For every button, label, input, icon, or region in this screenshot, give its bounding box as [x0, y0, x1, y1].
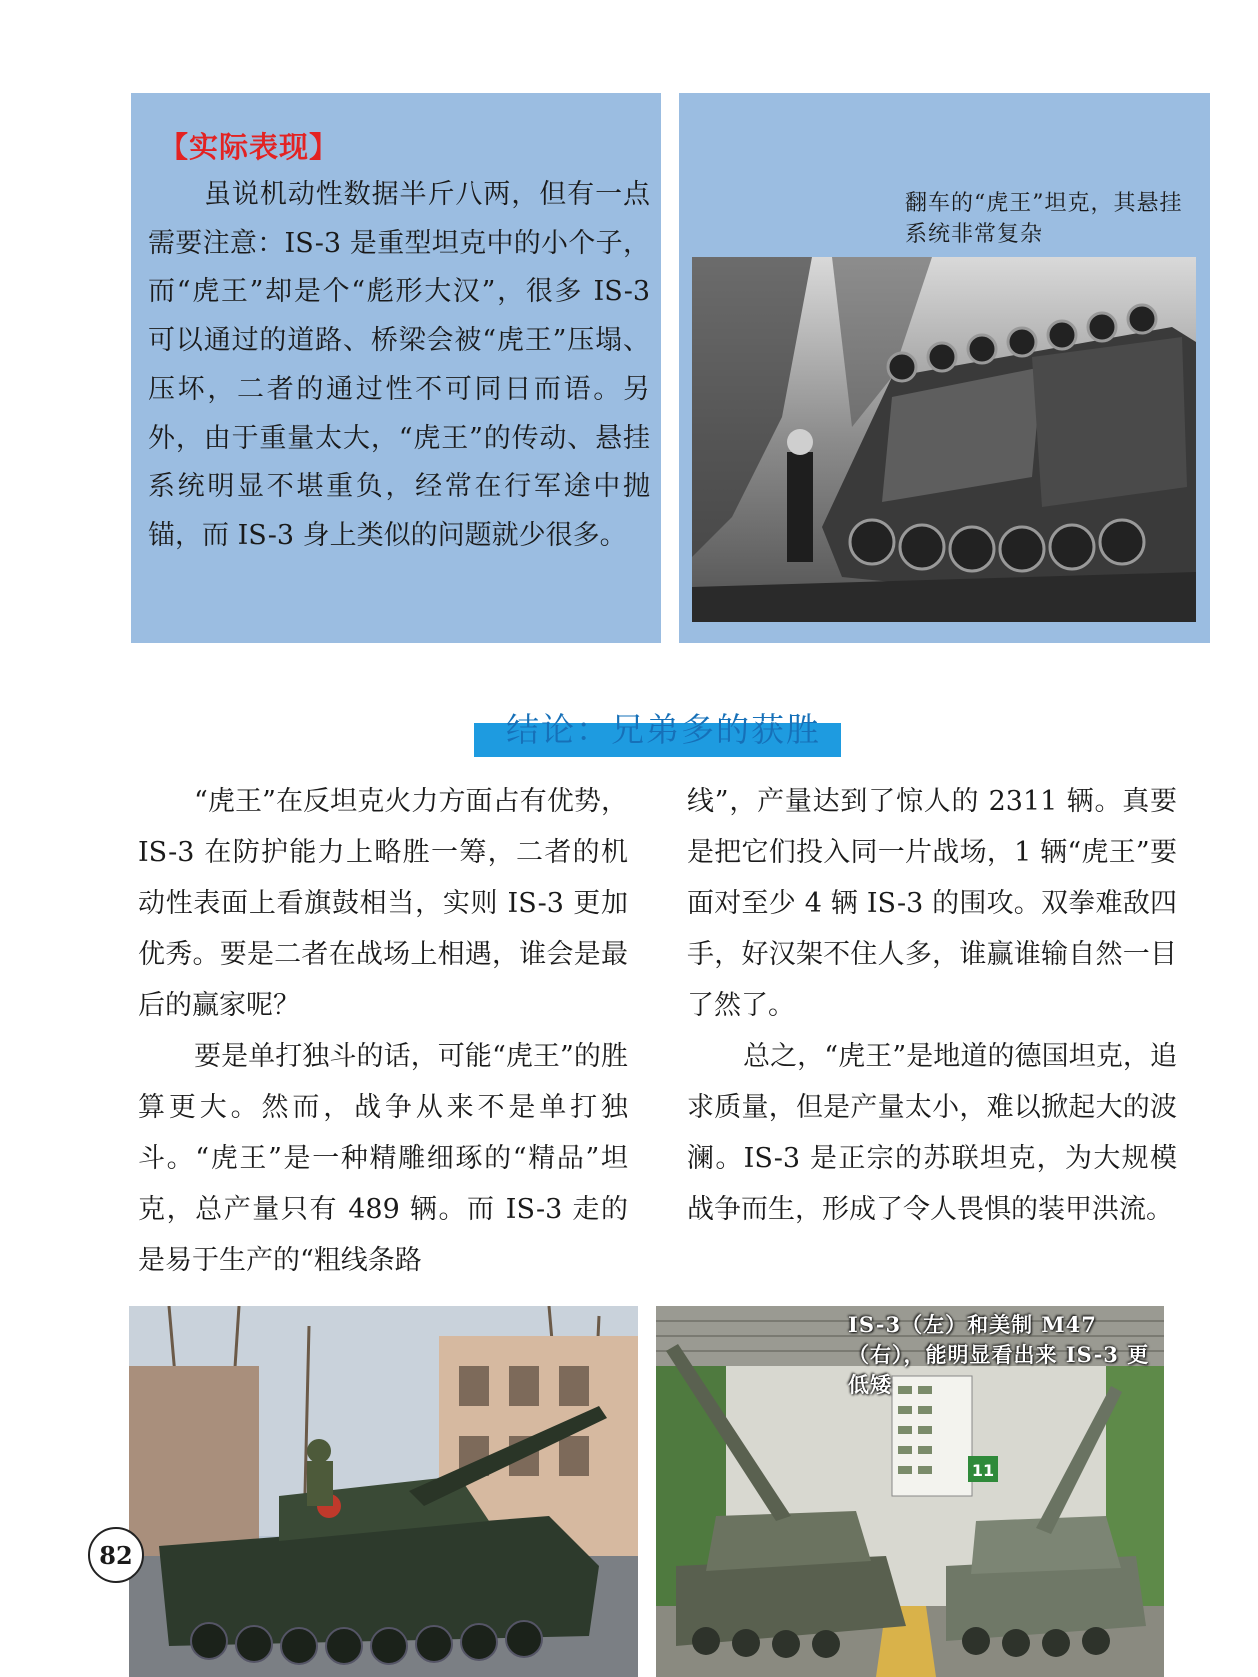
body-paragraph: 总之，“虎王”是地道的德国坦克，追求质量，但是产量太小，难以掀起大的波澜。IS-3 是正宗的苏联坦克，为大规模战争而生，形成了令人畏惧的装甲洪流。 [687, 1041, 1177, 1225]
display-sign-number: 11 [971, 1461, 995, 1480]
is3-parade-photo [129, 1306, 638, 1677]
museum-photo-caption: IS-3（左）和美制 M47（右），能明显看出来 IS-3 更低矮 [848, 1312, 1150, 1397]
flipped-tank-caption: 翻车的“虎王”坦克，其悬挂系统非常复杂 [905, 191, 1183, 247]
body-column-right [687, 776, 1177, 1235]
body-paragraph: 要是单打独斗的话，可能“虎王”的胜算更大。然而，战争从来不是单打独斗。“虎王”是一种精雕细琢的“精品”坦克，总产量只有 489 辆。而 IS-3 走的是易于生产的“粗线条路 [138, 1041, 628, 1276]
body-paragraph: “虎王”在反坦克火力方面占有优势，IS-3 在防护能力上略胜一筹，二者的机动性表面上看旗鼓相当，实则 IS-3 更加优秀。要是二者在战场上相遇，谁会是最后的赢家呢？ [138, 786, 628, 1021]
sidebar-body [148, 171, 650, 561]
sidebar-title: 【实际表现】 [159, 130, 340, 164]
conclusion-heading [474, 704, 841, 759]
sidebar-paragraph: 虽说机动性数据半斤八两，但有一点需要注意：IS-3 是重型坦克中的小个子，而“虎王”却是个“彪形大汉”，很多 IS-3 可以通过的道路、桥梁会被“虎王”压塌、压坏，二者的通过性不可同日而语。另外，由于重量太大，“虎王”的传动、悬挂系统明显不堪重负，经常在行军途中抛锚，而 IS-3 身上类似的问题就少很多。 [148, 179, 650, 551]
body-column-left [138, 776, 628, 1286]
page-number: 82 [88, 1527, 144, 1583]
body-paragraph: 线”，产量达到了惊人的 2311 辆。真要是把它们投入同一片战场，1 辆“虎王”要面对至少 4 辆 IS-3 的围攻。双拳难敌四手，好汉架不住人多，谁赢谁输自然一目了然了。 [687, 786, 1177, 1021]
conclusion-heading-text: 结论：兄弟多的获胜 [506, 710, 821, 749]
flipped-tank-photo [692, 257, 1196, 622]
